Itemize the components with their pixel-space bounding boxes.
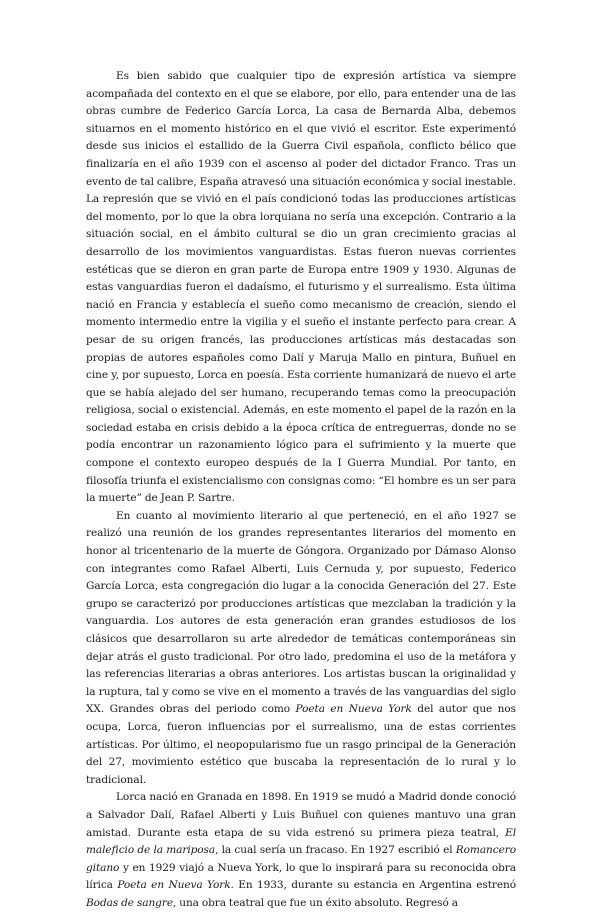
text-run: Lorca nació en Granada en 1898. En 1919 se mudó a Madrid donde conoció a Salvador Dalí, Rafael Alberti y Luis Buñuel con quienes mantuvo una gran amistad. Durante esta etapa de su vida estrenó su primera pieza teatral,	[86, 791, 516, 839]
book-title: Poeta en Nueva York	[295, 703, 412, 716]
play-title: Bodas de sangre	[86, 896, 173, 909]
paragraph-context: Es bien sabido que cualquier tipo de expresión artística va siempre acompañada del contexto en el que se elabore, por ello, para entender una de las obras cumbre de Federico García Lorca, La casa de Bernarda Alba, debemos situarnos en el momento histórico en el que vivió el escritor. Este experimentó desde sus inicios el estallido de la Guerra Civil española, conflicto bélico que finalizaría en el año 1939 con el ascenso al poder del dictador Franco. Tras un evento de tal calibre, España atravesó una situación económica y social inestable. La represión que se vivió en el país condicionó todas las producciones artísticas del momento, por lo que la obra lorquiana no sería una excepción. Contrario a la situación social, en el ámbito cultural se dio un gran crecimiento gracias al desarrollo de los movimientos vanguardistas. Estas fueron nuevas corrientes estéticas que se dieron en gran parte de Europa entre 1909 y 1930. Algunas de estas vanguardias fueron el dadaísmo, el futurismo y el surrealismo. Esta última nació en Francia y establecía el sueño como mecanismo de creación, siendo el momento intermedio entre la vigilia y el sueño el instante perfecto para crear. A pesar de su origen francés, las producciones artísticas más destacadas son propias de autores españoles como Dalí y Maruja Mallo en pintura, Buñuel en cine y, por supuesto, Lorca en poesía. Esta corriente humanizará de nuevo el arte que se había alejado del ser humano, recuperando temas como la preocupación religiosa, social o existencial. Además, en este momento el papel de la razón en la sociedad estaba en crisis debido a la época crítica de entreguerras, donde no se podía encontrar un razonamiento lógico para el sufrimiento y la muerte que compone el contexto europeo después de la I Guerra Mundial. Por tanto, en filosofía triunfa el existencialismo con consignas como: “El hombre es un ser para la muerte” de Jean P. Sartre.	[86, 70, 516, 505]
book-title: Poeta en Nueva York	[117, 879, 231, 892]
paragraph-biography	[86, 789, 516, 912]
text-run: del autor que nos ocupa, Lorca, fueron influencias por el surrealismo, una de estas corrientes artísticas. Por último, el neopopularismo fue un rasgo principal de la Generación del 27, movimiento estético que buscaba la representación de lo rural y lo tradicional.	[86, 703, 516, 786]
text-run: y en 1929 viajó a Nueva York, lo que lo inspirará para su reconocida obra lírica	[86, 861, 516, 892]
text-run: . En 1933, durante su estancia en Argentina estrenó	[230, 879, 517, 892]
text-run: , una obra teatral que fue un éxito absoluto. Regresó a	[172, 896, 458, 909]
play-title: El maleficio de la mariposa	[86, 826, 516, 857]
document-page	[86, 68, 516, 913]
book-title: Romancero gitano	[86, 844, 516, 874]
paragraph-generation-27	[86, 508, 516, 790]
text-run: , la cual sería un fracaso. En 1927 escribió el	[215, 844, 456, 857]
text-run: En cuanto al movimiento literario al que perteneció, en el año 1927 se realizó una reunión de los grandes representantes literarios del momento en honor al tricentenario de la muerte de Góngora. Organizado por Dámaso Alonso con integrantes como Rafael Alberti, Luis Cernuda y, por supuesto, Federico García Lorca, esta congregación dio lugar a la conocida Generación del 27. Este grupo se caracterizó por producciones artísticas que mezclaban la tradición y la vanguardia. Los autores de esta generación eran grandes estudiosos de los clásicos que desarrollaron su arte alrededor de temáticas contemporáneas sin dejar atrás el gusto tradicional. Por otro lado, predomina el uso de la metáfora y las referencias literarias a obras anteriores. Los artistas buscan la originalidad y la ruptura, tal y como se vive en el momento a través de las vanguardias del siglo XX. Grandes obras del periodo como	[86, 509, 516, 716]
